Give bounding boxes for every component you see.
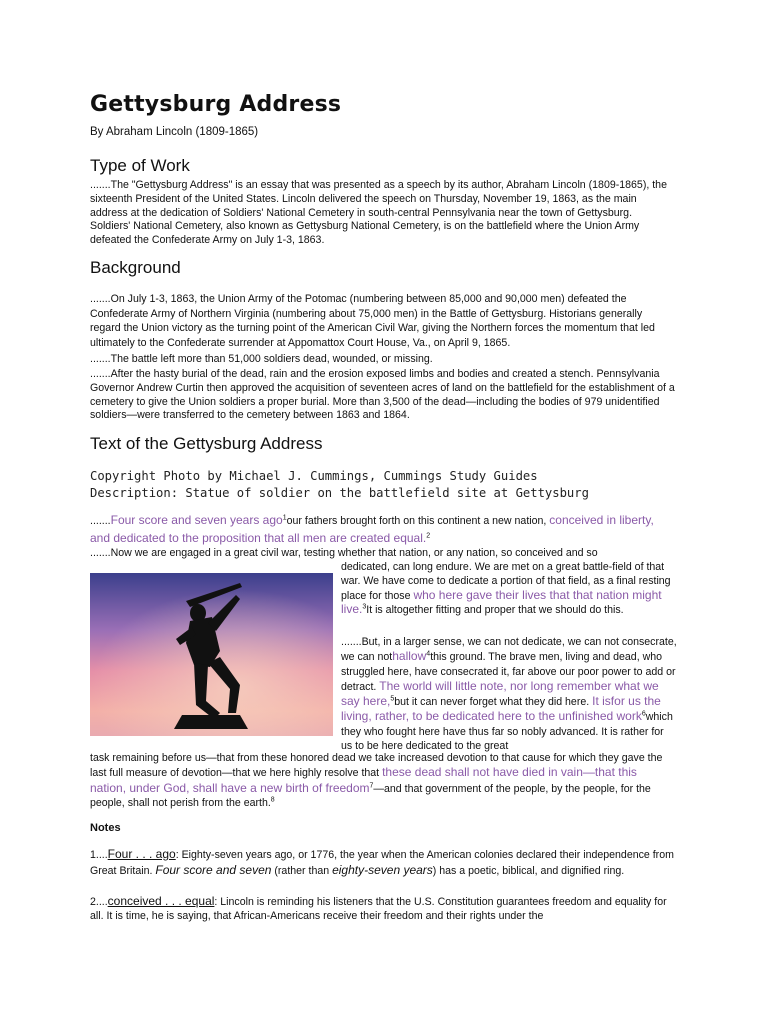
photo-description: Description: Statue of soldier on the battlefield site at Gettysburg: [90, 486, 589, 500]
copyright-line: Copyright Photo by Michael J. Cummings, Cummings Study Guides: [90, 469, 538, 483]
speech-text: this ground. The brave men, living and dead, who struggled here, have consecrated it, far above our poor power to add or detract.: [341, 651, 676, 693]
speech-text: which they who fought here have thus far so nobly advanced. It is rather for us to be here dedicated to the great: [341, 711, 673, 753]
note-2-term: conceived . . . equal: [107, 894, 215, 908]
note-text: : Eighty-seven years ago, or 1776, the year when the American colonies declared their independence from Great Britain.: [90, 849, 674, 877]
highlight-hallow: hallow: [392, 649, 427, 664]
heading-text-of-address: Text of the Gettysburg Address: [90, 434, 323, 453]
type-of-work-text: .......The "Gettysburg Address" is an essay that was presented as a speech by its author, Abraham Lincoln (1809-1865), the sixteenth President of the United States. Lincoln delivered the speech on Thursday, November 19, 1863, as the main address at the dedication of Soldiers' National Cemetery in south-central Pennsylvania near the town of Gettysburg. Soldiers' National Cemetery, also known as Gettysburg National Cemetery, is on the battlefield where the Union Army defeated the Confederate Army on July 1-3, 1863.: [90, 179, 667, 247]
speech-text: our fathers brought forth on this continent a new nation,: [286, 515, 550, 527]
note-italic: eighty-seven years: [332, 863, 433, 877]
note-2: [90, 894, 675, 923]
background-paragraph-2: .......The battle left more than 51,000 soldiers dead, wounded, or missing.: [90, 353, 433, 365]
background-paragraph-3: .......After the hasty burial of the dead, rain and the erosion exposed limbs and bodies and created a stench. Pennsylvania Governor Andrew Curtin then approved the acquisition of seventeen acres of land on the battlefield for the establishment of a cemetery to give the Union soldiers a proper burial. More than 3,500 of the dead—including the bodies of 979 unidentified soldiers—were transferred to the cemetery between 1863 and 1864.: [90, 368, 675, 422]
highlight-world-will-little-note: The world will little note, nor long remember what we say here,: [341, 678, 659, 709]
heading-background: Background: [90, 258, 181, 277]
note-text: ) has a poetic, biblical, and dignified ring.: [432, 865, 625, 877]
speech-text: task remaining before us—that from these honored dead we take increased devotion to that cause for which they gave the last full measure of devotion—that we here highly resolve that: [90, 752, 663, 780]
footnote-1: 1: [282, 514, 287, 522]
speech-text: but it can never forget what they did here.: [394, 696, 593, 709]
highlight-new-birth-of-freedom: these dead shall not have died in vain—that this nation, under God, shall have a new birth of freedom: [90, 765, 637, 795]
background-paragraph-1: .......On July 1-3, 1863, the Union Army of the Potomac (numbering between 85,000 and 90,000 men) defeated the Confederate Army of Northern Virginia (numbering about 75,000 men) in the Battle of Gettysburg. Historians generally regard the Union victory as the turning point of the American Civil War, giving the Northern forces the momentum that led ultimately to the Confederate surrender at Appomattox Court House, Va., on April 9, 1865.: [90, 293, 655, 349]
footnote-5: 5: [390, 695, 395, 703]
highlight-four-score: Four score and seven years ago: [110, 513, 283, 527]
heading-type-of-work: Type of Work: [90, 156, 190, 175]
speech-paragraph-1: [90, 512, 675, 548]
speech-text: It is altogether fitting and proper that we should do this.: [366, 604, 624, 617]
footnote-6: 6: [641, 710, 646, 718]
highlight-gave-their-lives: who here gave their lives that that nation might live.: [341, 587, 662, 617]
speech-paragraph-2-line-1: .......Now we are engaged in a great civil war, testing whether that nation, or any nation, so conceived and so: [90, 547, 598, 559]
note-italic: Four score and seven: [155, 863, 272, 877]
note-text: (rather than: [271, 865, 333, 877]
speech-paragraph-4: [90, 751, 675, 810]
soldier-statue-icon: [90, 573, 333, 736]
footnote-4: 4: [426, 650, 431, 658]
speech-prefix: .......: [90, 515, 111, 527]
note-number: 1....: [90, 849, 108, 861]
note-text: : Lincoln is reminding his listeners that the U.S. Constitution guarantees freedom and equality for all. It is time, he is saying, that African-Americans receive their freedom and their rights under the: [90, 896, 667, 922]
footnote-7: 7: [369, 782, 374, 790]
note-1: [90, 847, 675, 879]
footnote-8: 8: [270, 796, 275, 804]
soldier-statue-photo: [90, 573, 333, 736]
speech-text: dedicated, can long endure. We are met on a great battle-field of that war. We have come to dedicate a portion of that field, as a final resting place for those: [341, 561, 671, 602]
speech-paragraph-2-wrap: [341, 561, 677, 618]
highlight-conceived-in-liberty: conceived in liberty, and dedicated to the proposition that all men are created equal.: [90, 513, 654, 545]
speech-text: .......But, in a larger sense, we can not dedicate, we can not consecrate, we can not: [341, 636, 677, 664]
speech-paragraph-3: [341, 635, 677, 753]
footnote-3: 3: [362, 603, 367, 611]
note-1-term: Four . . . ago: [107, 847, 176, 861]
speech-text: —and that government of the people, by the people, for the people, shall not perish from the earth.: [90, 782, 651, 809]
note-number: 2....: [90, 896, 108, 908]
footnote-2: 2: [426, 532, 431, 540]
notes-heading: Notes: [90, 822, 121, 834]
byline: By Abraham Lincoln (1809-1865): [90, 126, 259, 138]
highlight-unfinished-work: It isfor us the living, rather, to be dedicated here to the unfinished work: [341, 694, 661, 724]
page-title: Gettysburg Address: [90, 92, 342, 117]
